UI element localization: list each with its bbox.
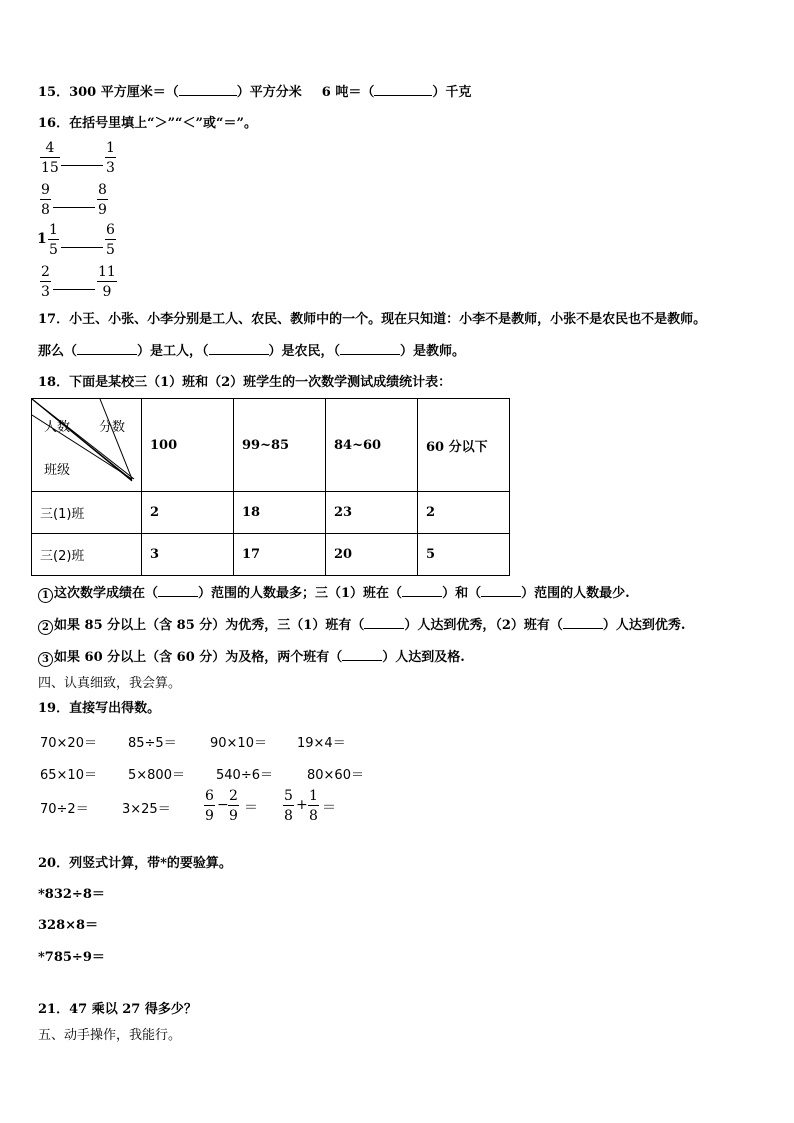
comparison-blank[interactable]	[53, 289, 95, 290]
calc-item: 70×20＝	[40, 736, 97, 751]
fraction-left	[40, 182, 51, 218]
operator: −	[217, 797, 229, 813]
row-label: 三(1)班	[32, 492, 142, 534]
calc-item: 65×10＝	[40, 768, 97, 783]
numerator: 8	[98, 182, 107, 198]
fraction	[204, 788, 215, 824]
q16-prompt: 16．在括号里填上“＞”“＜”或“＝”。	[38, 116, 257, 131]
equals-sign: ＝	[322, 800, 336, 816]
numerator: 1	[49, 222, 58, 238]
table-row	[32, 534, 510, 576]
q18-sub1-blank-3[interactable]	[481, 585, 521, 597]
q19-prompt: 19．直接写出得数。	[38, 701, 161, 716]
table-row	[32, 492, 510, 534]
q21-prompt: 21．47 乘以 27 得多少？	[38, 1002, 197, 1017]
q17-line2	[38, 343, 465, 360]
numerator: 2	[41, 264, 50, 280]
column-header: 84~60	[326, 399, 418, 492]
q17-text-b: ）是工人，（	[137, 344, 209, 359]
q18-sub3	[38, 649, 465, 667]
header-corner-cell	[32, 399, 142, 492]
numerator: 2	[229, 788, 238, 804]
section-4-heading: 四、认真细致，我会算。	[38, 676, 182, 691]
comparison-blank[interactable]	[53, 207, 95, 208]
numerator: 1	[106, 140, 115, 156]
fraction-right	[97, 182, 108, 218]
calc-item: 70÷2＝	[40, 802, 89, 817]
table-cell: 23	[326, 492, 418, 534]
circled-number: 1	[38, 588, 53, 603]
section-5-heading: 五、动手操作，我能行。	[38, 1028, 182, 1043]
q20-item: 328×8＝	[38, 918, 99, 933]
q18-sub3-text-a: 如果 60 分以上（含 60 分）为及格，两个班有（	[54, 650, 343, 665]
q18-sub1-text-c: ）和（	[442, 586, 482, 601]
q17-text-c: ）是农民，（	[268, 344, 341, 359]
q18-sub2-text-b: ）人达到优秀，（2）班有（	[404, 618, 563, 633]
fraction-right	[97, 264, 117, 300]
equals-sign: ＝	[244, 800, 258, 816]
q15-blank-2[interactable]	[374, 84, 432, 96]
q15-blank-1[interactable]	[179, 84, 237, 96]
corner-label-class: 班级	[44, 463, 71, 478]
calc-item: 85÷5＝	[128, 736, 177, 751]
fraction-right	[105, 222, 116, 258]
q18-sub2-blank-2[interactable]	[563, 617, 603, 629]
q18-sub1-blank-2[interactable]	[402, 585, 442, 597]
numerator: 11	[98, 264, 116, 280]
denominator: 9	[229, 808, 238, 824]
calc-item: 3×25＝	[122, 802, 171, 817]
denominator: 5	[49, 242, 58, 258]
comparison-blank[interactable]	[61, 165, 103, 166]
circled-number: 2	[38, 620, 53, 635]
q18-prompt: 18．下面是某校三（1）班和（2）班学生的一次数学测试成绩统计表：	[38, 375, 452, 390]
fraction-left	[48, 222, 59, 258]
q18-sub1-text-d: ）范围的人数最少.	[521, 586, 630, 601]
denominator: 9	[205, 808, 214, 824]
denominator: 8	[309, 808, 318, 824]
fraction-left	[40, 140, 60, 176]
table-cell: 2	[142, 492, 234, 534]
q18-sub2-text-c: ）人达到优秀.	[602, 618, 686, 633]
operator: +	[296, 797, 308, 813]
q17-blank-2[interactable]	[209, 343, 269, 355]
denominator: 9	[98, 202, 107, 218]
q15-text-b: ）平方分米	[236, 85, 302, 100]
table-cell: 18	[234, 492, 326, 534]
q18-sub3-text-b: ）人达到及格.	[382, 650, 465, 665]
q15-text-d: ）千克	[432, 85, 472, 100]
column-header: 60 分以下	[418, 399, 510, 492]
table-cell: 3	[142, 534, 234, 576]
q18-sub2-text-a: 如果 85 分以上（含 85 分）为优秀，三（1）班有（	[54, 618, 365, 633]
q18-sub2	[38, 617, 685, 635]
calc-item: 5×800＝	[128, 768, 185, 783]
numerator: 9	[41, 182, 50, 198]
calc-item: 19×4＝	[297, 736, 346, 751]
q20-item: *785÷9＝	[38, 950, 105, 965]
table-cell: 17	[234, 534, 326, 576]
q15-line	[38, 84, 471, 101]
calc-item: 90×10＝	[210, 736, 267, 751]
calc-item: 80×60＝	[307, 768, 364, 783]
denominator: 3	[106, 160, 115, 176]
q18-sub1	[38, 585, 630, 603]
table-cell: 5	[418, 534, 510, 576]
numerator: 5	[284, 788, 293, 804]
diagonal-lines-2	[32, 399, 142, 492]
q17-text-d: ）是教师。	[400, 344, 466, 359]
q15-text-a: 15．300 平方厘米＝（	[38, 85, 179, 100]
q18-sub1-text-b: ）范围的人数最多；三（1）班在（	[198, 586, 403, 601]
calc-item: 540÷6＝	[216, 768, 273, 783]
q17-blank-1[interactable]	[77, 343, 137, 355]
q18-sub3-blank-1[interactable]	[342, 649, 382, 661]
table-cell: 2	[418, 492, 510, 534]
q17-text-a: 那么（	[38, 344, 78, 359]
corner-label-count: 人数	[44, 420, 71, 435]
q15-text-c: 6 吨＝（	[321, 85, 375, 100]
table-cell: 20	[326, 534, 418, 576]
denominator: 8	[284, 808, 293, 824]
q18-sub1-text-a: 这次数学成绩在（	[54, 586, 159, 601]
column-header: 99~85	[234, 399, 326, 492]
q18-sub1-blank-1[interactable]	[158, 585, 198, 597]
q18-sub2-blank-1[interactable]	[364, 617, 404, 629]
fraction-right	[105, 140, 116, 176]
q20-prompt: 20．列竖式计算，带*的要验算。	[38, 856, 232, 871]
score-table-header-row	[32, 399, 510, 492]
numerator: 1	[309, 788, 318, 804]
denominator: 9	[102, 284, 112, 300]
q17-blank-3[interactable]	[340, 343, 400, 355]
denominator: 3	[41, 284, 50, 300]
fraction	[228, 788, 239, 824]
q20-item: *832÷8＝	[38, 887, 105, 902]
q17-line1: 17．小王、小张、小李分别是工人、农民、教师中的一个。现在只知道：小李不是教师，小张不是农民也不是教师。	[38, 312, 707, 327]
fraction	[308, 788, 319, 824]
fraction-left	[40, 264, 51, 300]
denominator: 15	[41, 160, 59, 176]
column-header: 100	[142, 399, 234, 492]
row-label: 三(2)班	[32, 534, 142, 576]
circled-number: 3	[38, 652, 53, 667]
corner-label-score: 分数	[99, 420, 126, 435]
comparison-blank[interactable]	[61, 247, 103, 248]
score-table	[31, 398, 510, 576]
denominator: 5	[106, 242, 115, 258]
numerator: 4	[45, 140, 55, 156]
fraction	[283, 788, 294, 824]
whole-number: 1	[37, 231, 47, 247]
numerator: 6	[205, 788, 214, 804]
numerator: 6	[106, 222, 115, 238]
denominator: 8	[41, 202, 50, 218]
